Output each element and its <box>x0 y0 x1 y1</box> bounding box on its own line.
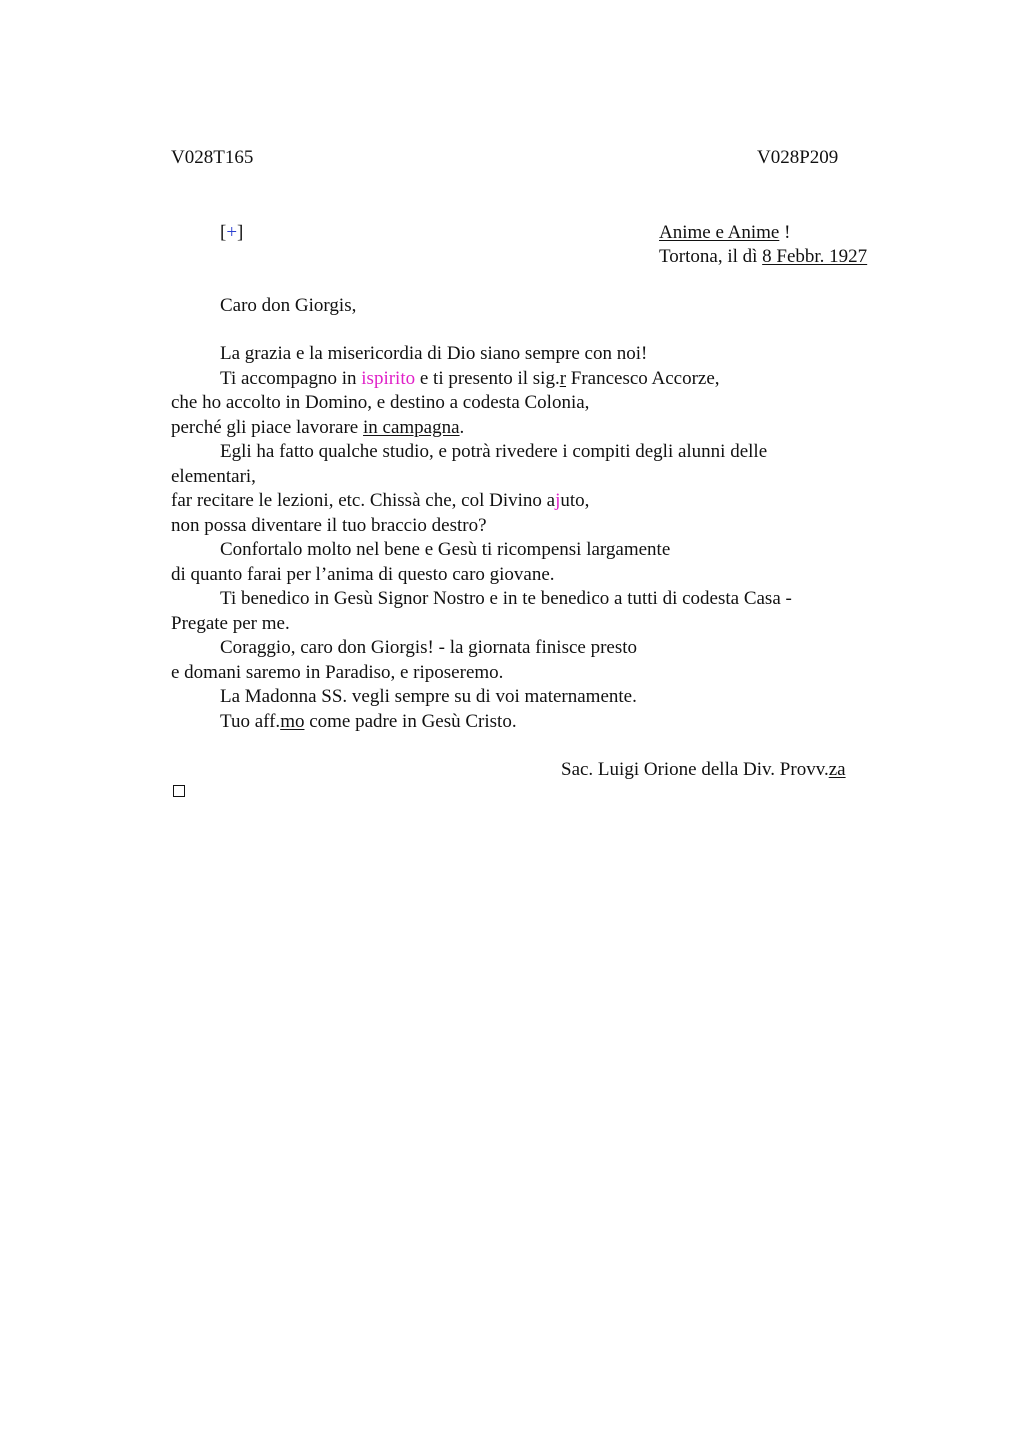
cross-mark: [+] <box>220 222 244 243</box>
body-line: Ti accompagno in ispirito e ti presento il sig.r Francesco Accorze, <box>220 367 720 389</box>
body-line: Egli ha fatto qualche studio, e potrà rivedere i compiti degli alunni delle <box>220 441 768 462</box>
body-line: Coraggio, caro don Giorgis! - la giornata finisce presto <box>220 637 638 658</box>
letter-body <box>171 342 871 734</box>
letter-date: 8 Febbr. 1927 <box>762 246 868 267</box>
place-date: Tortona, il dì 8 Febbr. 1927 <box>659 246 868 267</box>
correction-text: j <box>555 490 561 511</box>
correction-text: ispirito <box>361 367 416 389</box>
signature: Sac. Luigi Orione della Div. Provv.za <box>561 759 846 780</box>
motto: Anime e Anime ! <box>659 222 791 243</box>
body-line: Confortalo molto nel bene e Gesù ti ricompensi largamente <box>220 539 671 560</box>
body-line: La Madonna SS. vegli sempre su di voi maternamente. <box>220 686 637 707</box>
body-line: perché gli piace lavorare in campagna. <box>171 416 465 438</box>
body-line: far recitare le lezioni, etc. Chissà che, col Divino ajuto, <box>171 490 590 511</box>
body-line: che ho accolto in Domino, e destino a codesta Colonia, <box>171 392 590 413</box>
doc-code-right: V028P209 <box>757 147 839 168</box>
body-line: Pregate per me. <box>171 612 290 634</box>
body-line: di quanto farai per l’anima di questo caro giovane. <box>171 563 555 585</box>
body-line: Ti benedico in Gesù Signor Nostro e in te benedico a tutti di codesta Casa - <box>220 588 792 609</box>
doc-code-left: V028T165 <box>171 147 254 168</box>
body-line: e domani saremo in Paradiso, e riposeremo. <box>171 661 504 683</box>
salutation: Caro don Giorgis, <box>220 295 357 316</box>
checkbox-square-icon <box>173 785 185 797</box>
cross-symbol: + <box>226 222 238 243</box>
body-line: La grazia e la misericordia di Dio siano sempre con noi! <box>220 343 648 364</box>
body-line: Tuo aff.mo come padre in Gesù Cristo. <box>220 710 517 732</box>
body-line: elementari, <box>171 465 256 487</box>
body-line: non possa diventare il tuo braccio destro? <box>171 514 487 536</box>
